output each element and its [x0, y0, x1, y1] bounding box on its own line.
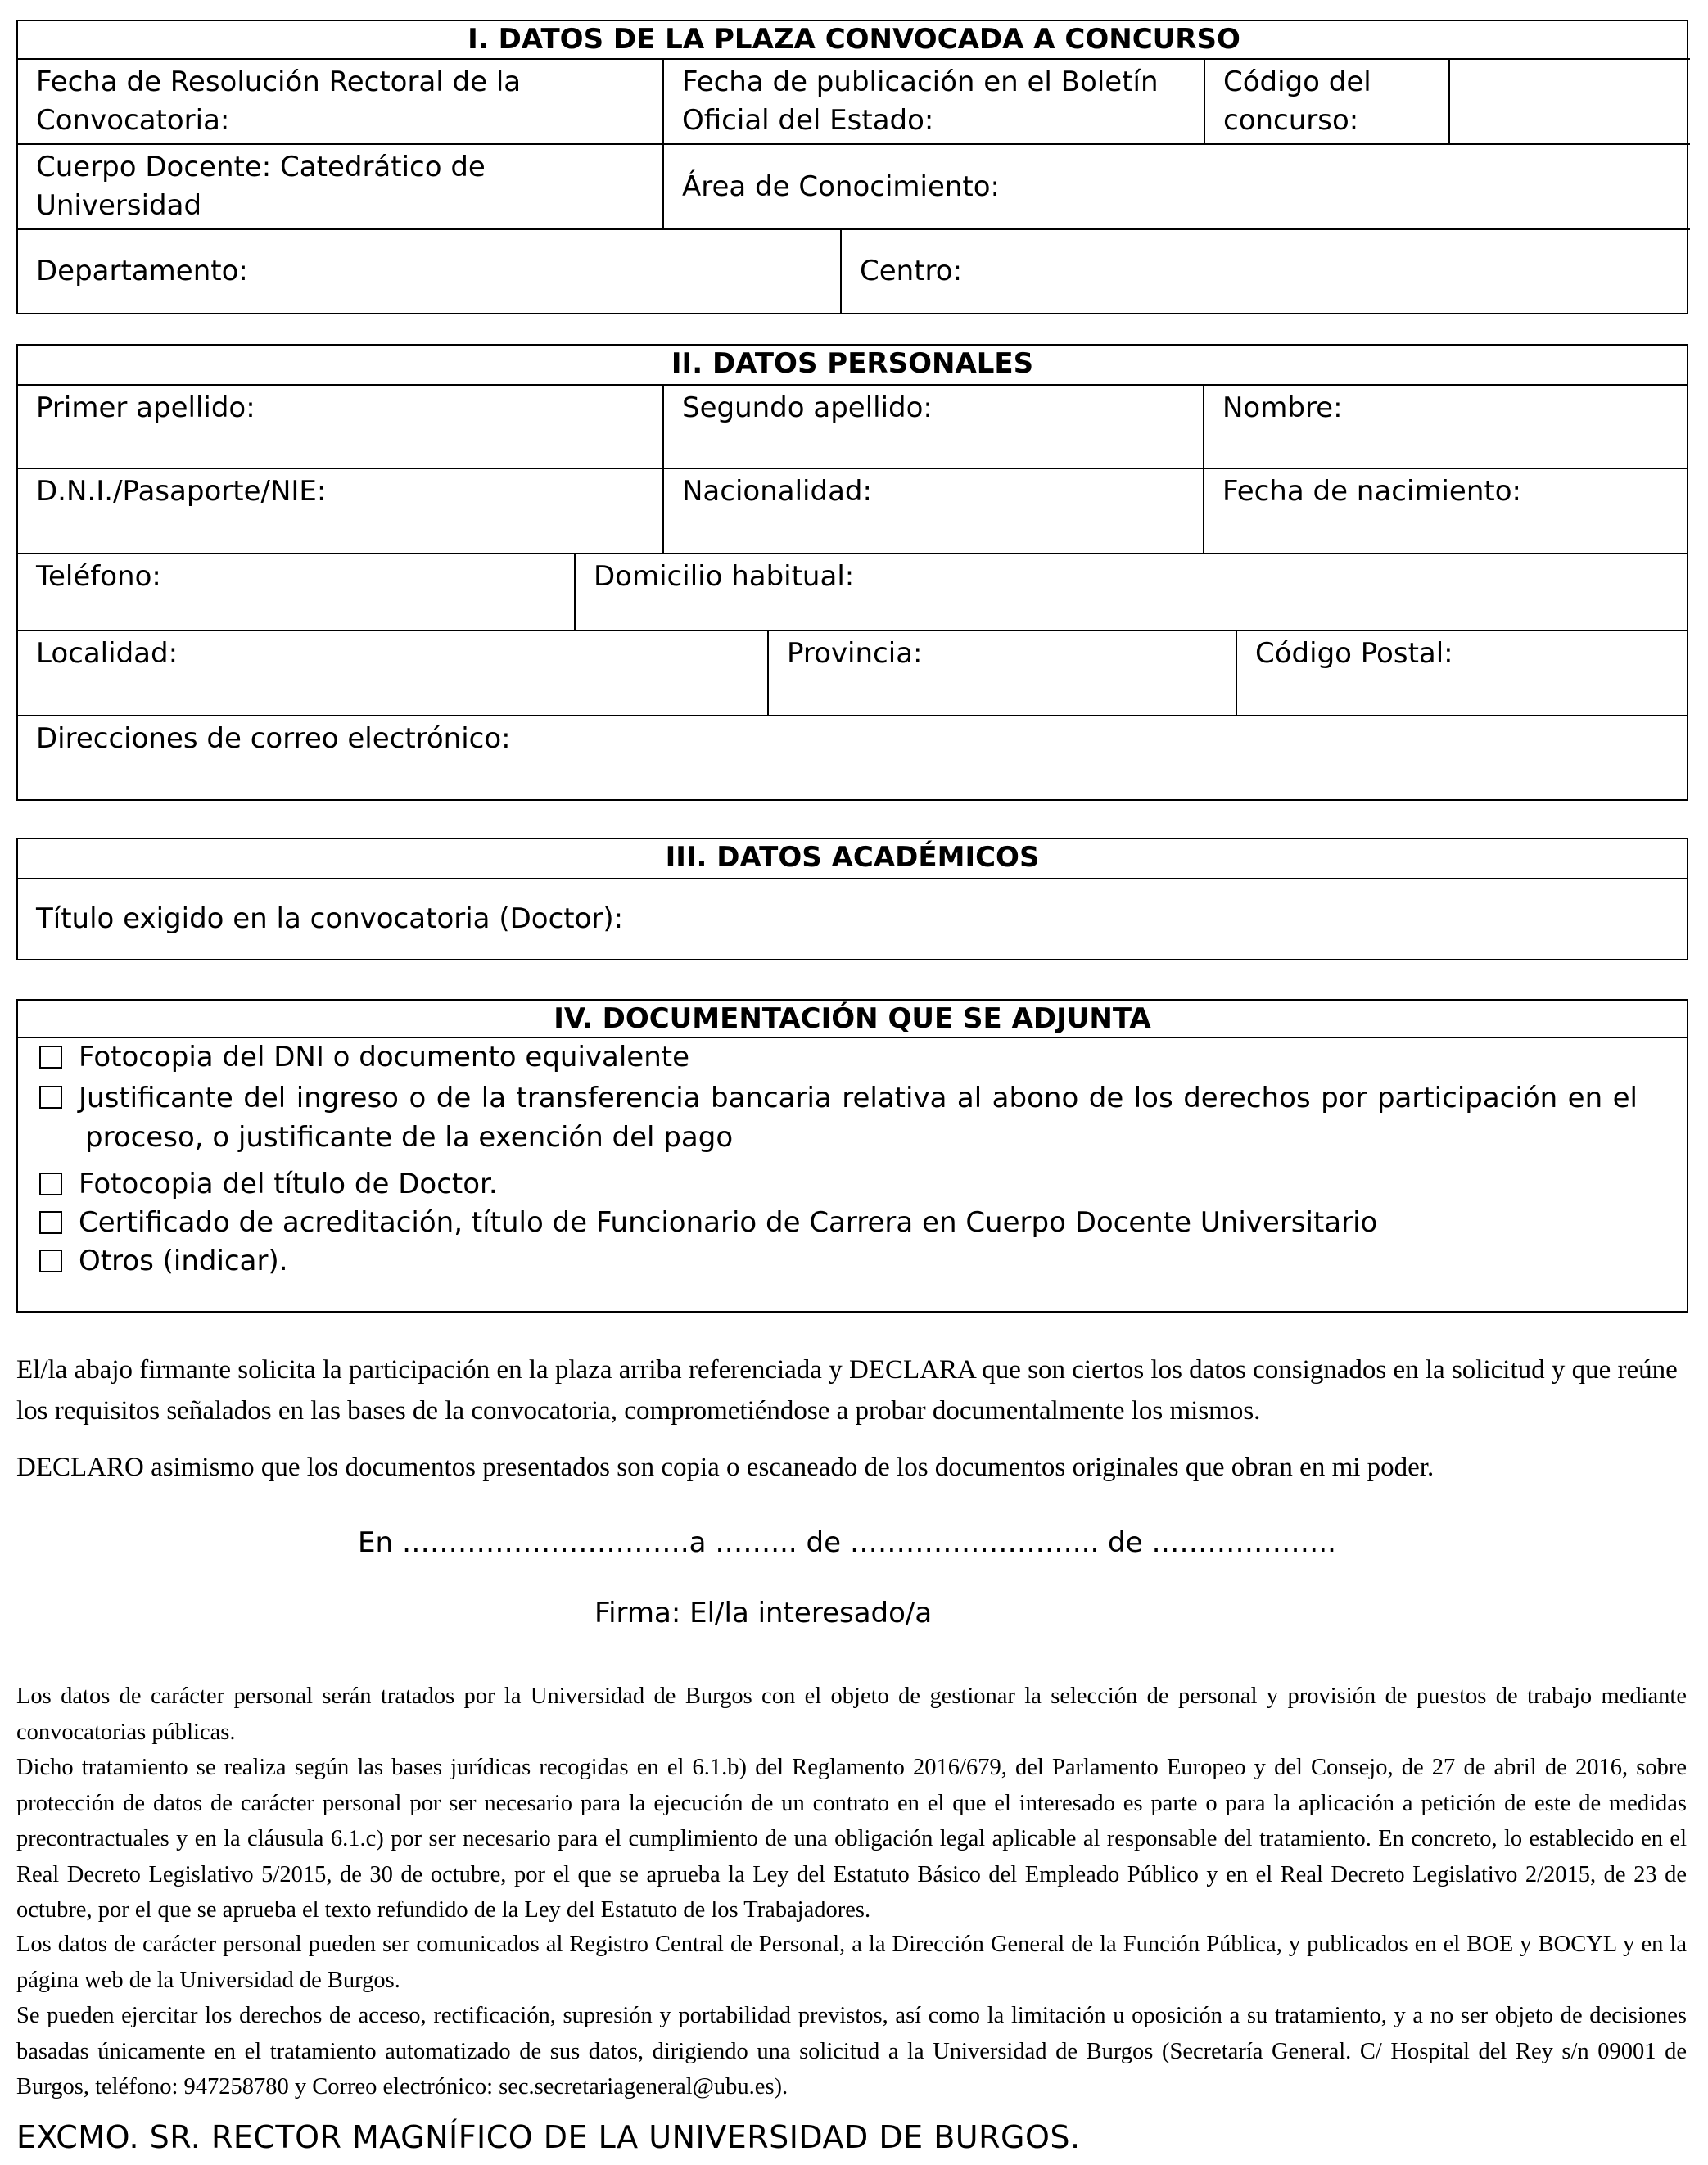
- doc-item-label: Fotocopia del DNI o documento equivalente: [79, 1041, 690, 1073]
- codigo-concurso-label: Código del concurso:: [1204, 59, 1449, 144]
- codigo-postal-field[interactable]: Código Postal:: [1236, 631, 1687, 716]
- checkbox[interactable]: [39, 1086, 62, 1109]
- nombre-field[interactable]: Nombre:: [1204, 385, 1687, 468]
- doc-item-label: Justificante del ingreso o de la transferencia bancaria relativa al abono de los derechos por participación en el proceso, o justificante de la exención del pago: [79, 1082, 1638, 1154]
- doc-item-label: Fotocopia del título de Doctor.: [79, 1168, 498, 1200]
- telefono-field[interactable]: Teléfono:: [18, 554, 575, 631]
- codigo-concurso-field[interactable]: [1449, 59, 1690, 144]
- signature-label: Firma: El/la interesado/a: [594, 1597, 933, 1629]
- checkbox[interactable]: [39, 1211, 62, 1234]
- titulo-exigido-field[interactable]: Título exigido en la convocatoria (Doctor):: [18, 879, 1687, 959]
- nacionalidad-field[interactable]: Nacionalidad:: [663, 468, 1204, 554]
- declaration-copies-paragraph: DECLARO asimismo que los documentos presentados son copia o escaneado de los documentos originales que obran en mi poder.: [16, 1453, 1435, 1482]
- doc-item-label: Certificado de acreditación, título de Funcionario de Carrera en Cuerpo Docente Universitario: [79, 1206, 1378, 1239]
- section-datos-academicos-title: III. DATOS ACADÉMICOS: [18, 839, 1687, 879]
- privacy-paragraph-4: Se pueden ejercitar los derechos de acceso, rectificación, supresión y portabilidad previstos, así como la limitación u oposición a su tratamiento, y a no ser objeto de decisiones basadas únicamente en el tratamiento automatizado de sus datos, dirigiendo una solicitud a la Universidad de Burgos (Secretaría General. C/ Hospital del Rey s/n 09001 de Burgos, teléfono: 947258780 y Correo electrónico: sec.secretariageneral@ubu.es).: [16, 2003, 1687, 2099]
- checkbox[interactable]: [39, 1046, 62, 1069]
- doc-item-justificante[interactable]: [18, 1078, 1687, 1157]
- privacy-paragraph-2: Dicho tratamiento se realiza según las bases jurídicas recogidas en el 6.1.b) del Reglamento 2016/679, del Parlamento Europeo y del Consejo, de 27 de abril de 2016, sobre protección de datos de carácter personal por ser necesario para la ejecución de un contrato en el que el interesado es parte o para la aplicación a petición de este de medidas precontractuales y en la cláusula 6.1.c) por ser necesario para el cumplimiento de una obligación legal aplicable al responsable del tratamiento. En concreto, lo establecido en el Real Decreto Legislativo 5/2015, de 30 de octubre, por el que se aprueba la Ley del Estatuto Básico del Empleado Público y en el Real Decreto Legislativo 2/2015, de 23 de octubre, por el que se aprueba el texto refundido de la Ley del Estatuto de los Trabajadores.: [16, 1755, 1687, 1923]
- centro-field[interactable]: Centro:: [841, 229, 1690, 313]
- doc-item-titulo-doctor[interactable]: [18, 1165, 1687, 1204]
- section-datos-personales-title: II. DATOS PERSONALES: [18, 346, 1687, 385]
- place-date-line[interactable]: En ………………………….a ……... de ……………………... de ………………..: [358, 1526, 1336, 1559]
- fecha-nacimiento-field[interactable]: Fecha de nacimiento:: [1204, 468, 1687, 554]
- fecha-resolucion-field[interactable]: Fecha de Resolución Rectoral de la Convocatoria:: [18, 59, 663, 144]
- doc-item-otros[interactable]: [18, 1242, 1687, 1281]
- correo-field[interactable]: Direcciones de correo electrónico:: [18, 716, 1687, 799]
- checkbox[interactable]: [39, 1250, 62, 1272]
- cuerpo-docente-label: Cuerpo Docente: Catedrático de Universidad: [18, 144, 663, 229]
- provincia-field[interactable]: Provincia:: [768, 631, 1236, 716]
- dni-field[interactable]: D.N.I./Pasaporte/NIE:: [18, 468, 663, 554]
- segundo-apellido-field[interactable]: Segundo apellido:: [663, 385, 1204, 468]
- section-documentacion-title: IV. DOCUMENTACIÓN QUE SE ADJUNTA: [18, 1001, 1687, 1038]
- domicilio-field[interactable]: Domicilio habitual:: [575, 554, 1687, 631]
- doc-item-dni[interactable]: [18, 1038, 1687, 1077]
- doc-item-certificado[interactable]: [18, 1204, 1687, 1242]
- section-documentacion: [16, 999, 1688, 1313]
- declaration-paragraph: El/la abajo firmante solicita la participación en la plaza arriba referenciada y DECLARA que son ciertos los datos consignados en la solicitud y que reúne los requisitos señalados en las bases de la convocatoria, comprometiéndose a probar documentalmente los mismos.: [16, 1355, 1678, 1426]
- section-plaza: [16, 20, 1688, 314]
- fecha-publicacion-field[interactable]: Fecha de publicación en el Boletín Oficial del Estado:: [663, 59, 1204, 144]
- primer-apellido-field[interactable]: Primer apellido:: [18, 385, 663, 468]
- section-plaza-title: I. DATOS DE LA PLAZA CONVOCADA A CONCURSO: [18, 21, 1690, 59]
- doc-item-label: Otros (indicar).: [79, 1245, 288, 1277]
- addressee-line: EXCMO. SR. RECTOR MAGNÍFICO DE LA UNIVERSIDAD DE BURGOS.: [16, 2119, 1081, 2155]
- privacy-paragraph-3: Los datos de carácter personal pueden ser comunicados al Registro Central de Personal, a la Dirección General de la Función Pública, y publicados en el BOE y BOCYL y en la página web de la Universidad de Burgos.: [16, 1932, 1687, 1993]
- privacy-paragraph-1: Los datos de carácter personal serán tratados por la Universidad de Burgos con el objeto de gestionar la selección de personal y provisión de puestos de trabajo mediante convocatorias públicas.: [16, 1684, 1687, 1745]
- section-datos-academicos: [16, 838, 1688, 960]
- section-datos-personales: [16, 344, 1688, 801]
- checkbox[interactable]: [39, 1173, 62, 1195]
- area-conocimiento-field[interactable]: Área de Conocimiento:: [663, 144, 1690, 229]
- departamento-field[interactable]: Departamento:: [18, 229, 841, 313]
- localidad-field[interactable]: Localidad:: [18, 631, 768, 716]
